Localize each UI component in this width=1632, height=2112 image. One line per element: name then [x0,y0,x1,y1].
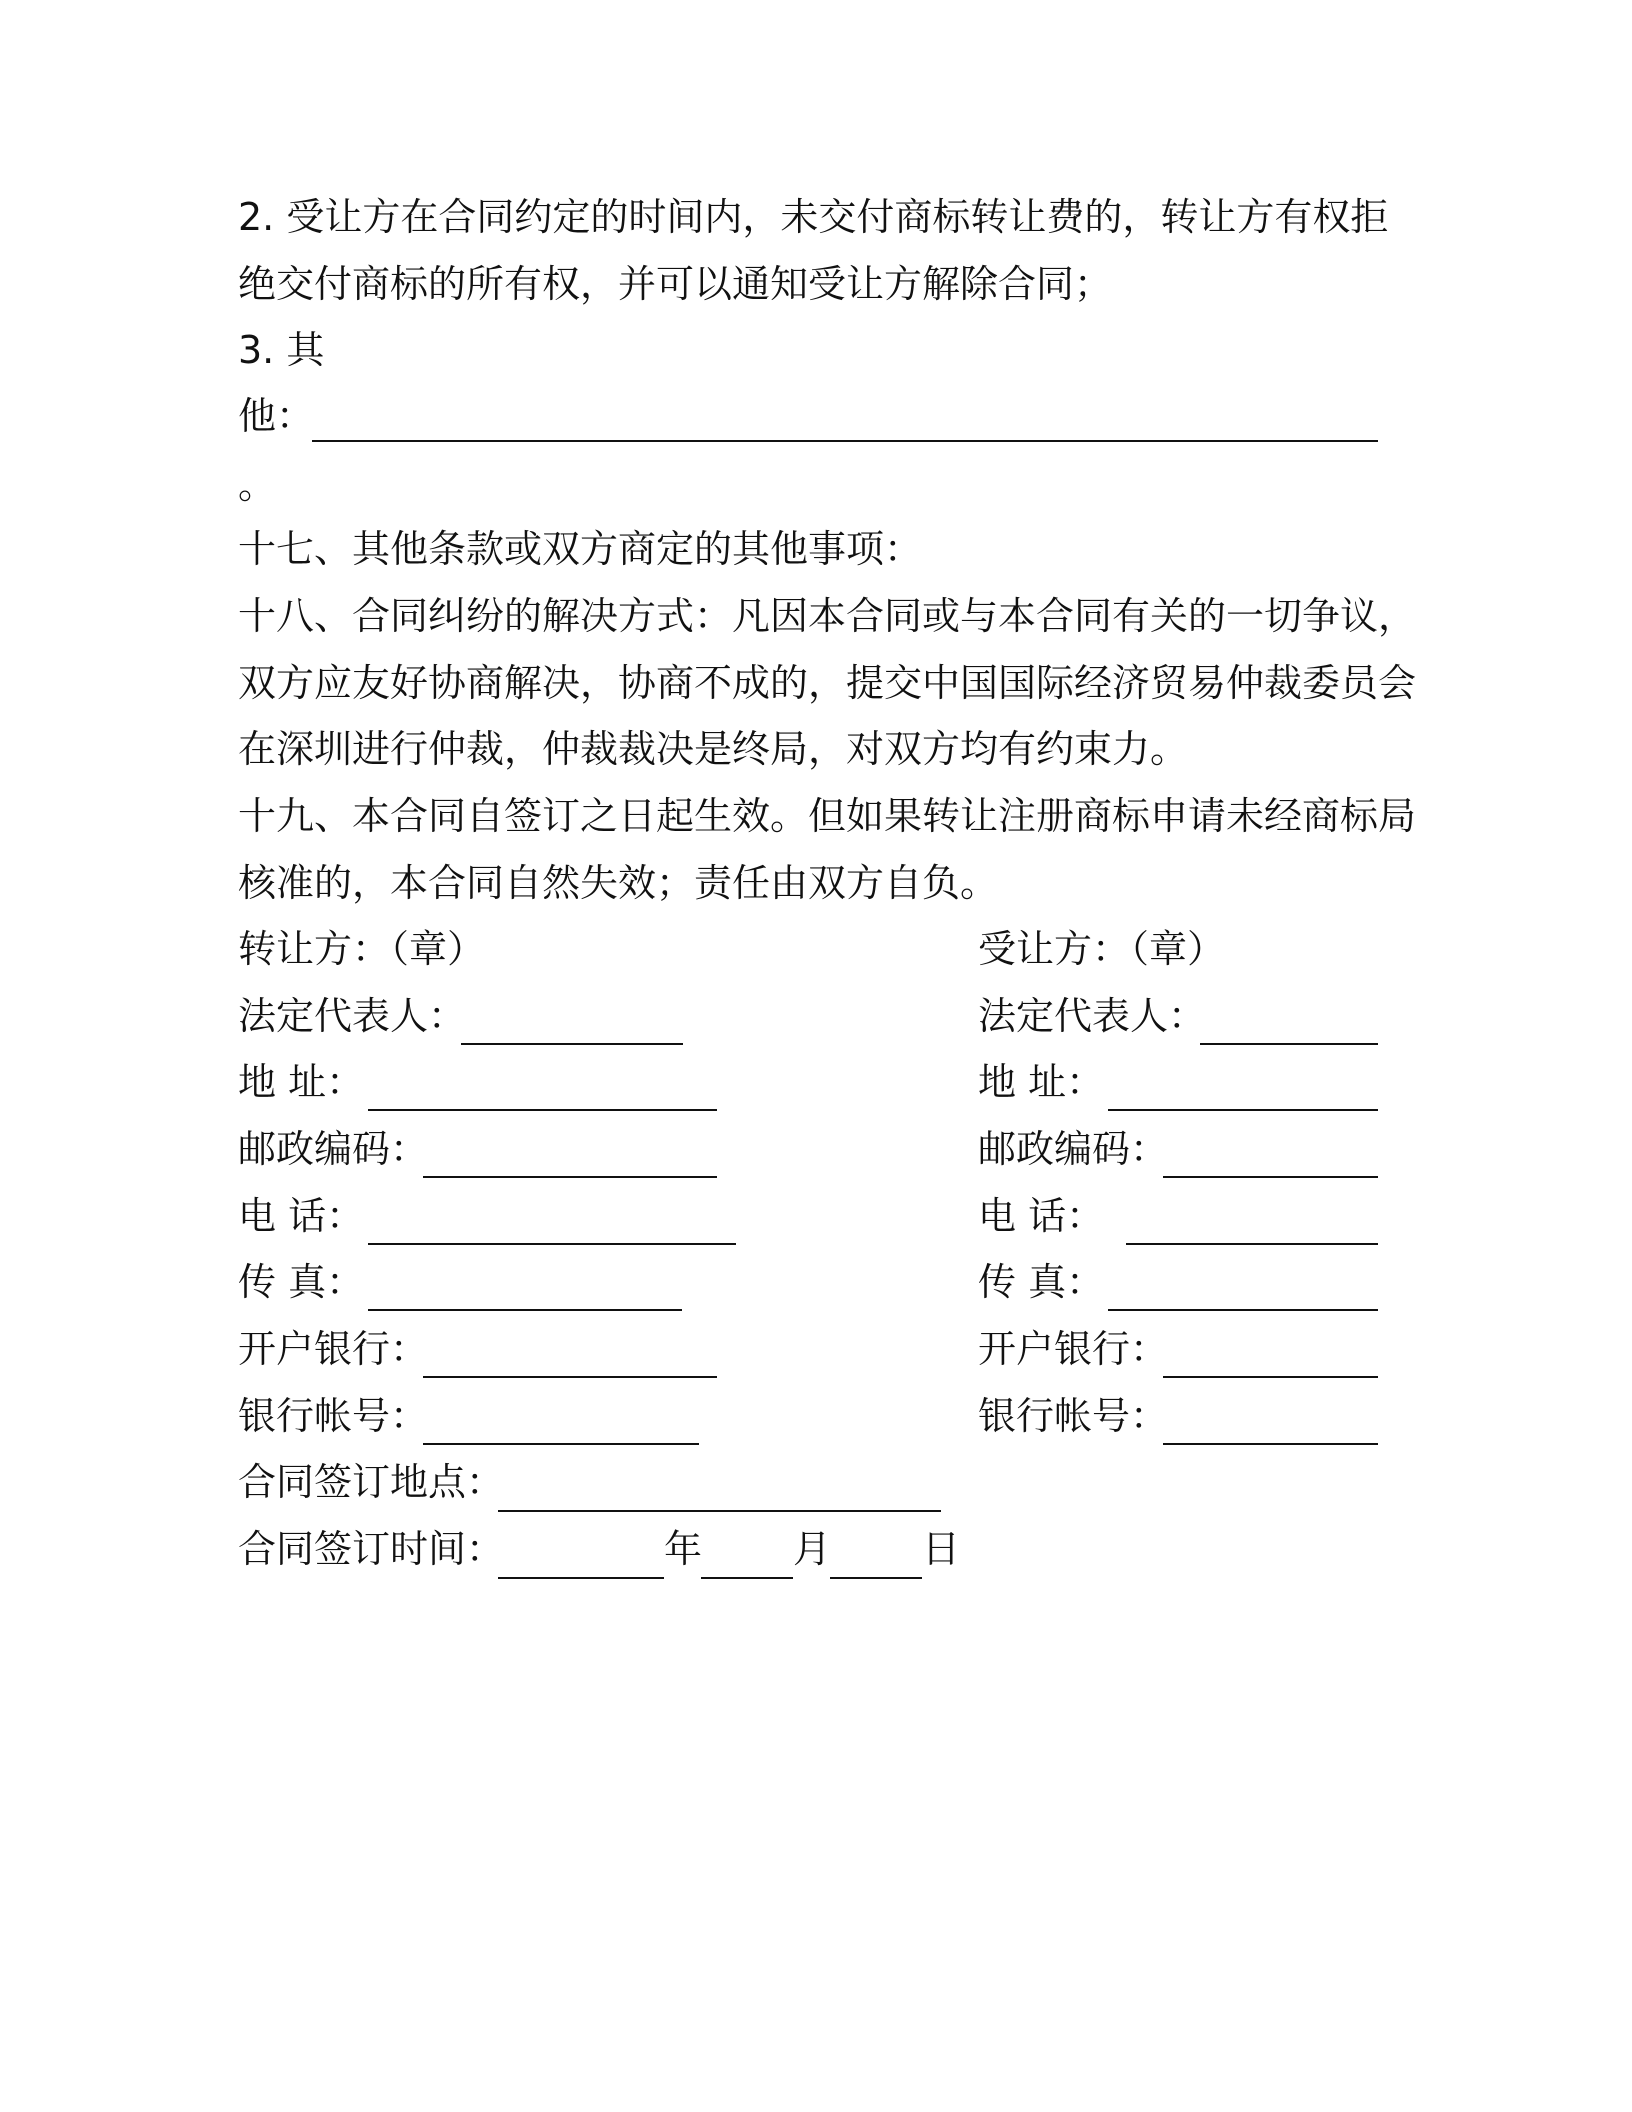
transferor-phone-label: 电 话： [238,1194,365,1238]
transferor-address-blank[interactable] [368,1109,717,1111]
section-18-line-2: 双方应友好协商解决，协商不成的，提交中国国际经济贸易仲裁委员会 [238,661,1417,705]
transferor-rep-label: 法定代表人： [238,994,467,1038]
signing-time-label: 合同签订时间： [238,1527,505,1571]
signing-year-blank[interactable] [498,1577,664,1579]
transferor-rep-blank[interactable] [461,1043,683,1045]
transferee-party-label: 受让方：（章） [978,927,1226,971]
transferee-bank-blank[interactable] [1163,1376,1378,1378]
transferor-account-blank[interactable] [423,1443,699,1445]
signing-day-blank[interactable] [830,1577,922,1579]
section-17: 十七、其他条款或双方商定的其他事项： [238,527,923,571]
transferor-bank-label: 开户银行： [238,1327,429,1371]
transferee-postcode-blank[interactable] [1163,1176,1378,1178]
transferee-rep-blank[interactable] [1200,1043,1378,1045]
section-18-line-3: 在深圳进行仲裁，仲裁裁决是终局，对双方均有约束力。 [238,727,1189,771]
clause-3-line-1: 3. 其 [238,328,325,372]
transferor-phone-blank[interactable] [368,1243,736,1245]
transferor-postcode-blank[interactable] [423,1176,717,1178]
signing-place-label: 合同签订地点： [238,1460,505,1504]
transferor-postcode-label: 邮政编码： [238,1127,429,1171]
transferor-party-label: 转让方：（章） [238,927,486,971]
transferor-fax-blank[interactable] [368,1309,682,1311]
transferee-fax-blank[interactable] [1108,1309,1378,1311]
transferor-fax-label: 传 真： [238,1260,365,1304]
clause-3-end: 。 [238,463,277,507]
signing-month-label: 月 [793,1527,832,1571]
transferee-phone-label: 电 话： [978,1194,1105,1238]
transferee-postcode-label: 邮政编码： [978,1127,1169,1171]
clause-2-line-1: 2. 受让方在合同约定的时间内，未交付商标转让费的，转让方有权拒 [238,195,1389,239]
transferee-fax-label: 传 真： [978,1260,1105,1304]
clause-3-other-blank[interactable] [312,440,1378,442]
transferee-address-blank[interactable] [1108,1109,1378,1111]
transferee-rep-label: 法定代表人： [978,994,1207,1038]
transferee-bank-label: 开户银行： [978,1327,1169,1371]
signing-day-label: 日 [922,1527,961,1571]
transferee-phone-blank[interactable] [1126,1243,1378,1245]
section-19-line-1: 十九、本合同自签订之日起生效。但如果转让注册商标申请未经商标局 [238,794,1417,838]
transferor-address-label: 地 址： [238,1060,365,1104]
transferee-address-label: 地 址： [978,1060,1105,1104]
clause-2-line-2: 绝交付商标的所有权，并可以通知受让方解除合同； [238,262,1113,306]
signing-place-blank[interactable] [498,1510,941,1512]
transferor-bank-blank[interactable] [423,1376,717,1378]
section-19-line-2: 核准的，本合同自然失效；责任由双方自负。 [238,861,999,905]
section-18-line-1: 十八、合同纠纷的解决方式：凡因本合同或与本合同有关的一切争议， [238,594,1417,638]
transferee-account-label: 银行帐号： [978,1394,1169,1438]
transferor-account-label: 银行帐号： [238,1394,429,1438]
transferee-account-blank[interactable] [1163,1443,1378,1445]
clause-3-line-2: 他： [238,394,315,438]
signing-month-blank[interactable] [701,1577,793,1579]
signing-year-label: 年 [664,1527,703,1571]
